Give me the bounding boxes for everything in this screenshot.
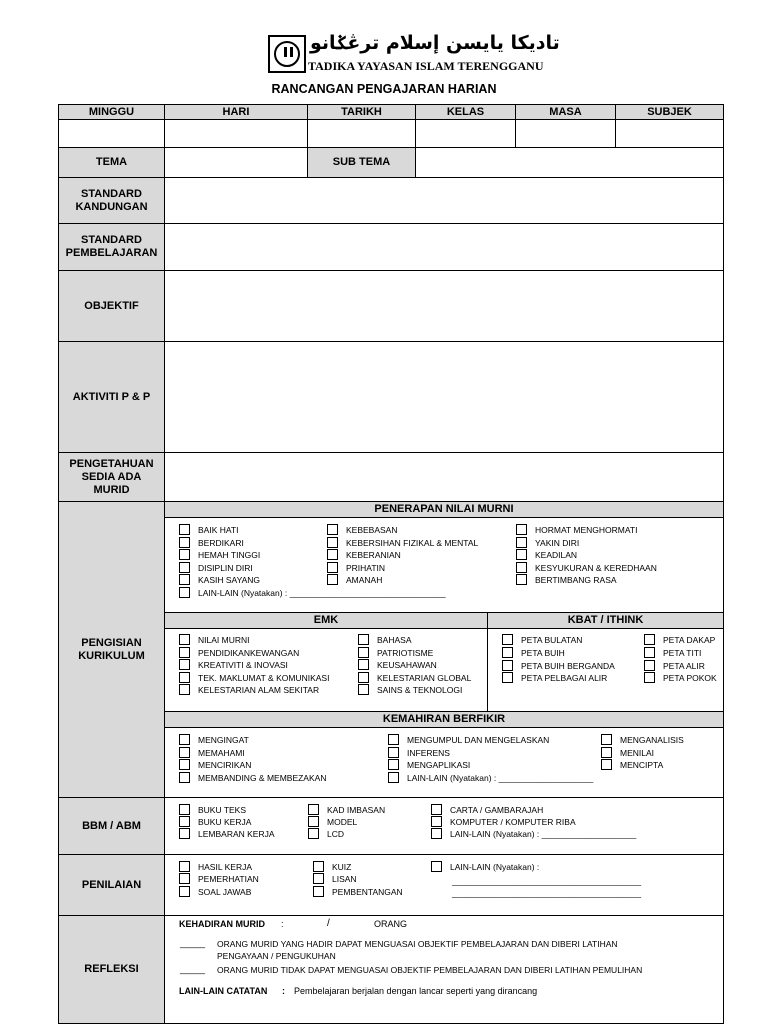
penilaian-item-label: SOAL JAWAB	[198, 886, 252, 897]
emk-item-checkbox[interactable]	[179, 684, 190, 695]
emk-item-label: KREATIVITI & INOVASI	[198, 660, 288, 671]
kbat-item-label: PETA BUIH BERGANDA	[521, 660, 615, 671]
emk-item-checkbox[interactable]	[358, 659, 369, 670]
kbat-item-checkbox[interactable]	[502, 660, 513, 671]
school-logo	[268, 35, 306, 73]
nilai-murni-item-checkbox[interactable]	[179, 549, 190, 560]
nilai-murni-item-label: BERDIKARI	[198, 537, 244, 548]
penilaian-label: PENILAIAN	[58, 854, 165, 916]
emk-item-checkbox[interactable]	[358, 672, 369, 683]
nilai-murni-item-label: HORMAT MENGHORMATI	[535, 525, 638, 535]
kbat-item-label: PETA TITI	[663, 647, 702, 658]
kbat-item-label: PETA BUIH	[521, 647, 565, 658]
objektif-label: OBJEKTIF	[58, 270, 165, 342]
kemahiran-item-label: MEMAHAMI	[198, 747, 245, 758]
tema-field[interactable]	[164, 147, 308, 178]
kehadiran-slash: /	[327, 918, 330, 929]
penilaian-lain: LAIN-LAIN (Nyatakan) :	[450, 862, 540, 872]
kemahiran-item-label: MENGANALISIS	[620, 735, 684, 745]
page-title: RANCANGAN PENGAJARAN HARIAN	[271, 82, 497, 96]
kelas-field[interactable]	[415, 119, 516, 148]
kbat-item-checkbox[interactable]	[644, 660, 655, 671]
nilai-murni-item-checkbox[interactable]	[516, 562, 527, 573]
hari-field[interactable]	[164, 119, 308, 148]
penilaian-item-label: KUIZ	[332, 862, 352, 872]
bbm-item-label: BUKU KERJA	[198, 817, 252, 827]
bbm-label: BBM / ABM	[58, 797, 165, 855]
objektif-field[interactable]	[164, 270, 724, 342]
nilai-murni-item-label: KASIH SAYANG	[198, 575, 261, 586]
emk-item-label: PATRIOTISME	[377, 647, 434, 658]
catatan-label: LAIN-LAIN CATATAN	[179, 986, 268, 996]
emk-item-label: KELESTARIAN ALAM SEKITAR	[198, 685, 320, 696]
aktiviti-field[interactable]	[164, 341, 724, 453]
nilai-murni-item-checkbox[interactable]	[516, 524, 527, 535]
bbm-item-label: KOMPUTER / KOMPUTER RIBA	[450, 817, 576, 827]
kemahiran-item-checkbox[interactable]	[388, 747, 399, 758]
penilaian-item-checkbox[interactable]	[313, 886, 324, 897]
nilai-murni-lain: LAIN-LAIN (Nyatakan) : _________________________________	[198, 588, 446, 598]
penilaian-item-label: PEMERHATIAN	[198, 874, 259, 885]
kemahiran-item-checkbox[interactable]	[388, 759, 399, 770]
pengisian-label: PENGISIAN KURIKULUM	[58, 501, 165, 798]
kemahiran-item-label: MENGUMPUL DAN MENGELASKAN	[407, 735, 550, 745]
kehadiran-label: KEHADIRAN MURID	[179, 919, 265, 929]
penilaian-item-label: HASIL KERJA	[198, 862, 253, 872]
kehadiran-orang: ORANG	[374, 919, 408, 929]
kemahiran-item-label: MENGAPLIKASI	[407, 760, 471, 771]
penilaian-item-checkbox[interactable]	[313, 873, 324, 884]
emk-item-checkbox[interactable]	[358, 647, 369, 658]
col-subjek: SUBJEK	[615, 104, 724, 120]
catatan-colon: :	[282, 986, 285, 996]
bbm-item-label: KAD IMBASAN	[327, 805, 386, 815]
nilai-murni-item-checkbox[interactable]	[179, 562, 190, 573]
nilai-murni-item-checkbox[interactable]	[327, 524, 338, 535]
emk-item-label: NILAI MURNI	[198, 635, 250, 645]
subtema-label: SUB TEMA	[307, 147, 416, 178]
penilaian-line1[interactable]: ________________________________________	[452, 876, 642, 886]
nilai-murni-item-checkbox[interactable]	[516, 574, 527, 585]
kbat-title: KBAT / ITHINK	[487, 612, 724, 629]
bbm-item-label: LAIN-LAIN (Nyatakan) : ____________________	[450, 829, 637, 839]
col-kelas: KELAS	[415, 104, 516, 120]
nilai-murni-item-checkbox[interactable]	[179, 537, 190, 548]
subtema-field[interactable]	[415, 147, 724, 178]
bbm-item-checkbox[interactable]	[308, 816, 319, 827]
kbat-item-label: PETA PELBAGAI ALIR	[521, 673, 608, 684]
kemahiran-item-checkbox[interactable]	[388, 772, 399, 783]
kemahiran-item-checkbox[interactable]	[388, 734, 399, 745]
nilai-murni-item-checkbox[interactable]	[179, 574, 190, 585]
penilaian-line2[interactable]: ________________________________________	[452, 888, 642, 898]
bbm-item-label: LCD	[327, 829, 345, 839]
nilai-murni-item-label: YAKIN DIRI	[535, 537, 580, 548]
penilaian-lain-checkbox[interactable]	[431, 861, 442, 872]
refleksi-line1b: PENGAYAAN / PENGUKUHAN	[217, 951, 336, 961]
kbat-item-checkbox[interactable]	[502, 634, 513, 645]
tarikh-field[interactable]	[307, 119, 416, 148]
kemahiran-item-checkbox[interactable]	[179, 772, 190, 783]
emk-item-checkbox[interactable]	[179, 634, 190, 645]
kemahiran-item-label: MENILAI	[620, 747, 655, 758]
nilai-murni-item-label: BERTIMBANG RASA	[535, 575, 617, 586]
emk-item-label: TEK. MAKLUMAT & KOMUNIKASI	[198, 672, 330, 683]
bbm-item-checkbox[interactable]	[308, 828, 319, 839]
kbat-item-label: PETA BULATAN	[521, 635, 583, 645]
penilaian-item-label: LISAN	[332, 874, 357, 885]
col-hari: HARI	[164, 104, 308, 120]
col-tarikh: TARIKH	[307, 104, 416, 120]
bbm-item-checkbox[interactable]	[179, 816, 190, 827]
nilai-murni-item-label: HEMAH TINGGI	[198, 550, 261, 561]
emk-item-label: KEUSAHAWAN	[377, 660, 437, 671]
nilai-murni-item-checkbox[interactable]	[179, 524, 190, 535]
bbm-item-checkbox[interactable]	[179, 804, 190, 815]
pengetahuan-field[interactable]	[164, 452, 724, 502]
minggu-field[interactable]	[58, 119, 165, 148]
bbm-item-label: CARTA / GAMBARAJAH	[450, 805, 544, 815]
arabic-school-name: تاديكا يايسن إسلام ترڠݢانو	[310, 32, 560, 54]
tema-label: TEMA	[58, 147, 165, 178]
kbat-item-checkbox[interactable]	[502, 672, 513, 683]
bbm-item-checkbox[interactable]	[431, 816, 442, 827]
refleksi-label: REFLEKSI	[58, 915, 165, 1024]
kemahiran-item-label: LAIN-LAIN (Nyatakan) : ____________________	[407, 772, 594, 783]
emk-title: EMK	[164, 612, 488, 629]
catatan-text: Pembelajaran berjalan dengan lancar seperti yang dirancang	[294, 986, 538, 996]
penilaian-item-checkbox[interactable]	[179, 886, 190, 897]
bbm-item-checkbox[interactable]	[308, 804, 319, 815]
standard-pembelajaran-label: STANDARD PEMBELAJARAN	[58, 223, 165, 271]
refleksi-line1a: ORANG MURID YANG HADIR DAPAT MENGUASAI OBJEKTIF PEMBELAJARAN DAN DIBERI LATIHAN	[217, 939, 618, 949]
bbm-item-checkbox[interactable]	[431, 804, 442, 815]
kemahiran-item-checkbox[interactable]	[601, 747, 612, 758]
kbat-item-checkbox[interactable]	[644, 647, 655, 658]
aktiviti-label: AKTIVITI P & P	[58, 341, 165, 453]
nilai-murni-item-label: KEBEBASAN	[346, 525, 398, 535]
nilai-murni-item-checkbox[interactable]	[516, 549, 527, 560]
kbat-item-label: PETA POKOK	[663, 673, 717, 684]
col-minggu: MINGGU	[58, 104, 165, 120]
nilai-murni-item-checkbox[interactable]	[327, 562, 338, 573]
bbm-item-checkbox[interactable]	[431, 828, 442, 839]
subjek-field[interactable]	[615, 119, 724, 148]
emk-item-checkbox[interactable]	[179, 659, 190, 670]
bbm-item-label: LEMBARAN KERJA	[198, 829, 275, 839]
kehadiran-colon: :	[281, 919, 284, 929]
blank-1[interactable]: _____	[180, 938, 206, 948]
kemahiran-item-checkbox[interactable]	[179, 734, 190, 745]
pengetahuan-label: PENGETAHUAN SEDIA ADA MURID	[58, 452, 165, 502]
kemahiran-item-label: INFERENS	[407, 747, 450, 758]
nilai-murni-lain-checkbox[interactable]	[179, 587, 190, 598]
nilai-murni-item-checkbox[interactable]	[516, 537, 527, 548]
penilaian-item-checkbox[interactable]	[179, 873, 190, 884]
school-name: TADIKA YAYASAN ISLAM TERENGGANU	[308, 59, 544, 73]
emk-item-label: PENDIDIKANKEWANGAN	[198, 647, 300, 658]
nilai-murni-item-label: KEBERANIAN	[346, 550, 401, 561]
kbat-item-checkbox[interactable]	[502, 647, 513, 658]
nilai-murni-item-label: BAIK HATI	[198, 525, 239, 535]
kemahiran-item-label: MENCIRIKAN	[198, 760, 252, 771]
kemahiran-item-label: MEMBANDING & MEMBEZAKAN	[198, 772, 327, 783]
bbm-item-checkbox[interactable]	[179, 828, 190, 839]
kemahiran-item-checkbox[interactable]	[601, 734, 612, 745]
nilai-murni-item-label: PRIHATIN	[346, 562, 386, 573]
bbm-item-label: MODEL	[327, 817, 358, 827]
nilai-murni-item-label: DISIPLIN DIRI	[198, 562, 253, 573]
kemahiran-item-label: MENCIPTA	[620, 760, 664, 771]
kbat-item-checkbox[interactable]	[644, 634, 655, 645]
refleksi-line2: ORANG MURID TIDAK DAPAT MENGUASAI OBJEKTIF PEMBELAJARAN DAN DIBERI LATIHAN PEMULIHAN	[217, 965, 643, 975]
emk-item-label: BAHASA	[377, 635, 412, 645]
penilaian-item-label: PEMBENTANGAN	[332, 886, 403, 897]
nilai-murni-item-checkbox[interactable]	[327, 549, 338, 560]
nilai-murni-title: PENERAPAN NILAI MURNI	[164, 501, 724, 518]
penilaian-item-checkbox[interactable]	[313, 861, 324, 872]
blank-2[interactable]: _____	[180, 964, 206, 974]
nilai-murni-item-label: KESYUKURAN & KEREDHAAN	[535, 562, 657, 573]
nilai-murni-item-checkbox[interactable]	[327, 537, 338, 548]
nilai-murni-item-label: KEBERSIHAN FIZIKAL & MENTAL	[346, 537, 479, 548]
standard-kandungan-field[interactable]	[164, 177, 724, 224]
emk-item-checkbox[interactable]	[358, 684, 369, 695]
masa-field[interactable]	[515, 119, 616, 148]
emk-item-checkbox[interactable]	[179, 672, 190, 683]
col-masa: MASA	[515, 104, 616, 120]
kbat-item-label: PETA DAKAP	[663, 635, 716, 645]
nilai-murni-item-label: KEADILAN	[535, 550, 578, 561]
emk-item-checkbox[interactable]	[179, 647, 190, 658]
kemahiran-item-checkbox[interactable]	[179, 747, 190, 758]
kbat-item-label: PETA ALIR	[663, 660, 705, 671]
kemahiran-item-checkbox[interactable]	[601, 759, 612, 770]
emk-item-label: KELESTARIAN GLOBAL	[377, 672, 472, 683]
kemahiran-title: KEMAHIRAN BERFIKIR	[164, 711, 724, 728]
nilai-murni-item-label: AMANAH	[346, 575, 383, 586]
standard-pembelajaran-field[interactable]	[164, 223, 724, 271]
penilaian-item-checkbox[interactable]	[179, 861, 190, 872]
kemahiran-item-checkbox[interactable]	[179, 759, 190, 770]
nilai-murni-item-checkbox[interactable]	[327, 574, 338, 585]
emk-item-checkbox[interactable]	[358, 634, 369, 645]
kbat-item-checkbox[interactable]	[644, 672, 655, 683]
standard-kandungan-label: STANDARD KANDUNGAN	[58, 177, 165, 224]
bbm-item-label: BUKU TEKS	[198, 805, 247, 815]
emk-item-label: SAINS & TEKNOLOGI	[377, 685, 463, 696]
kemahiran-item-label: MENGINGAT	[198, 735, 249, 745]
